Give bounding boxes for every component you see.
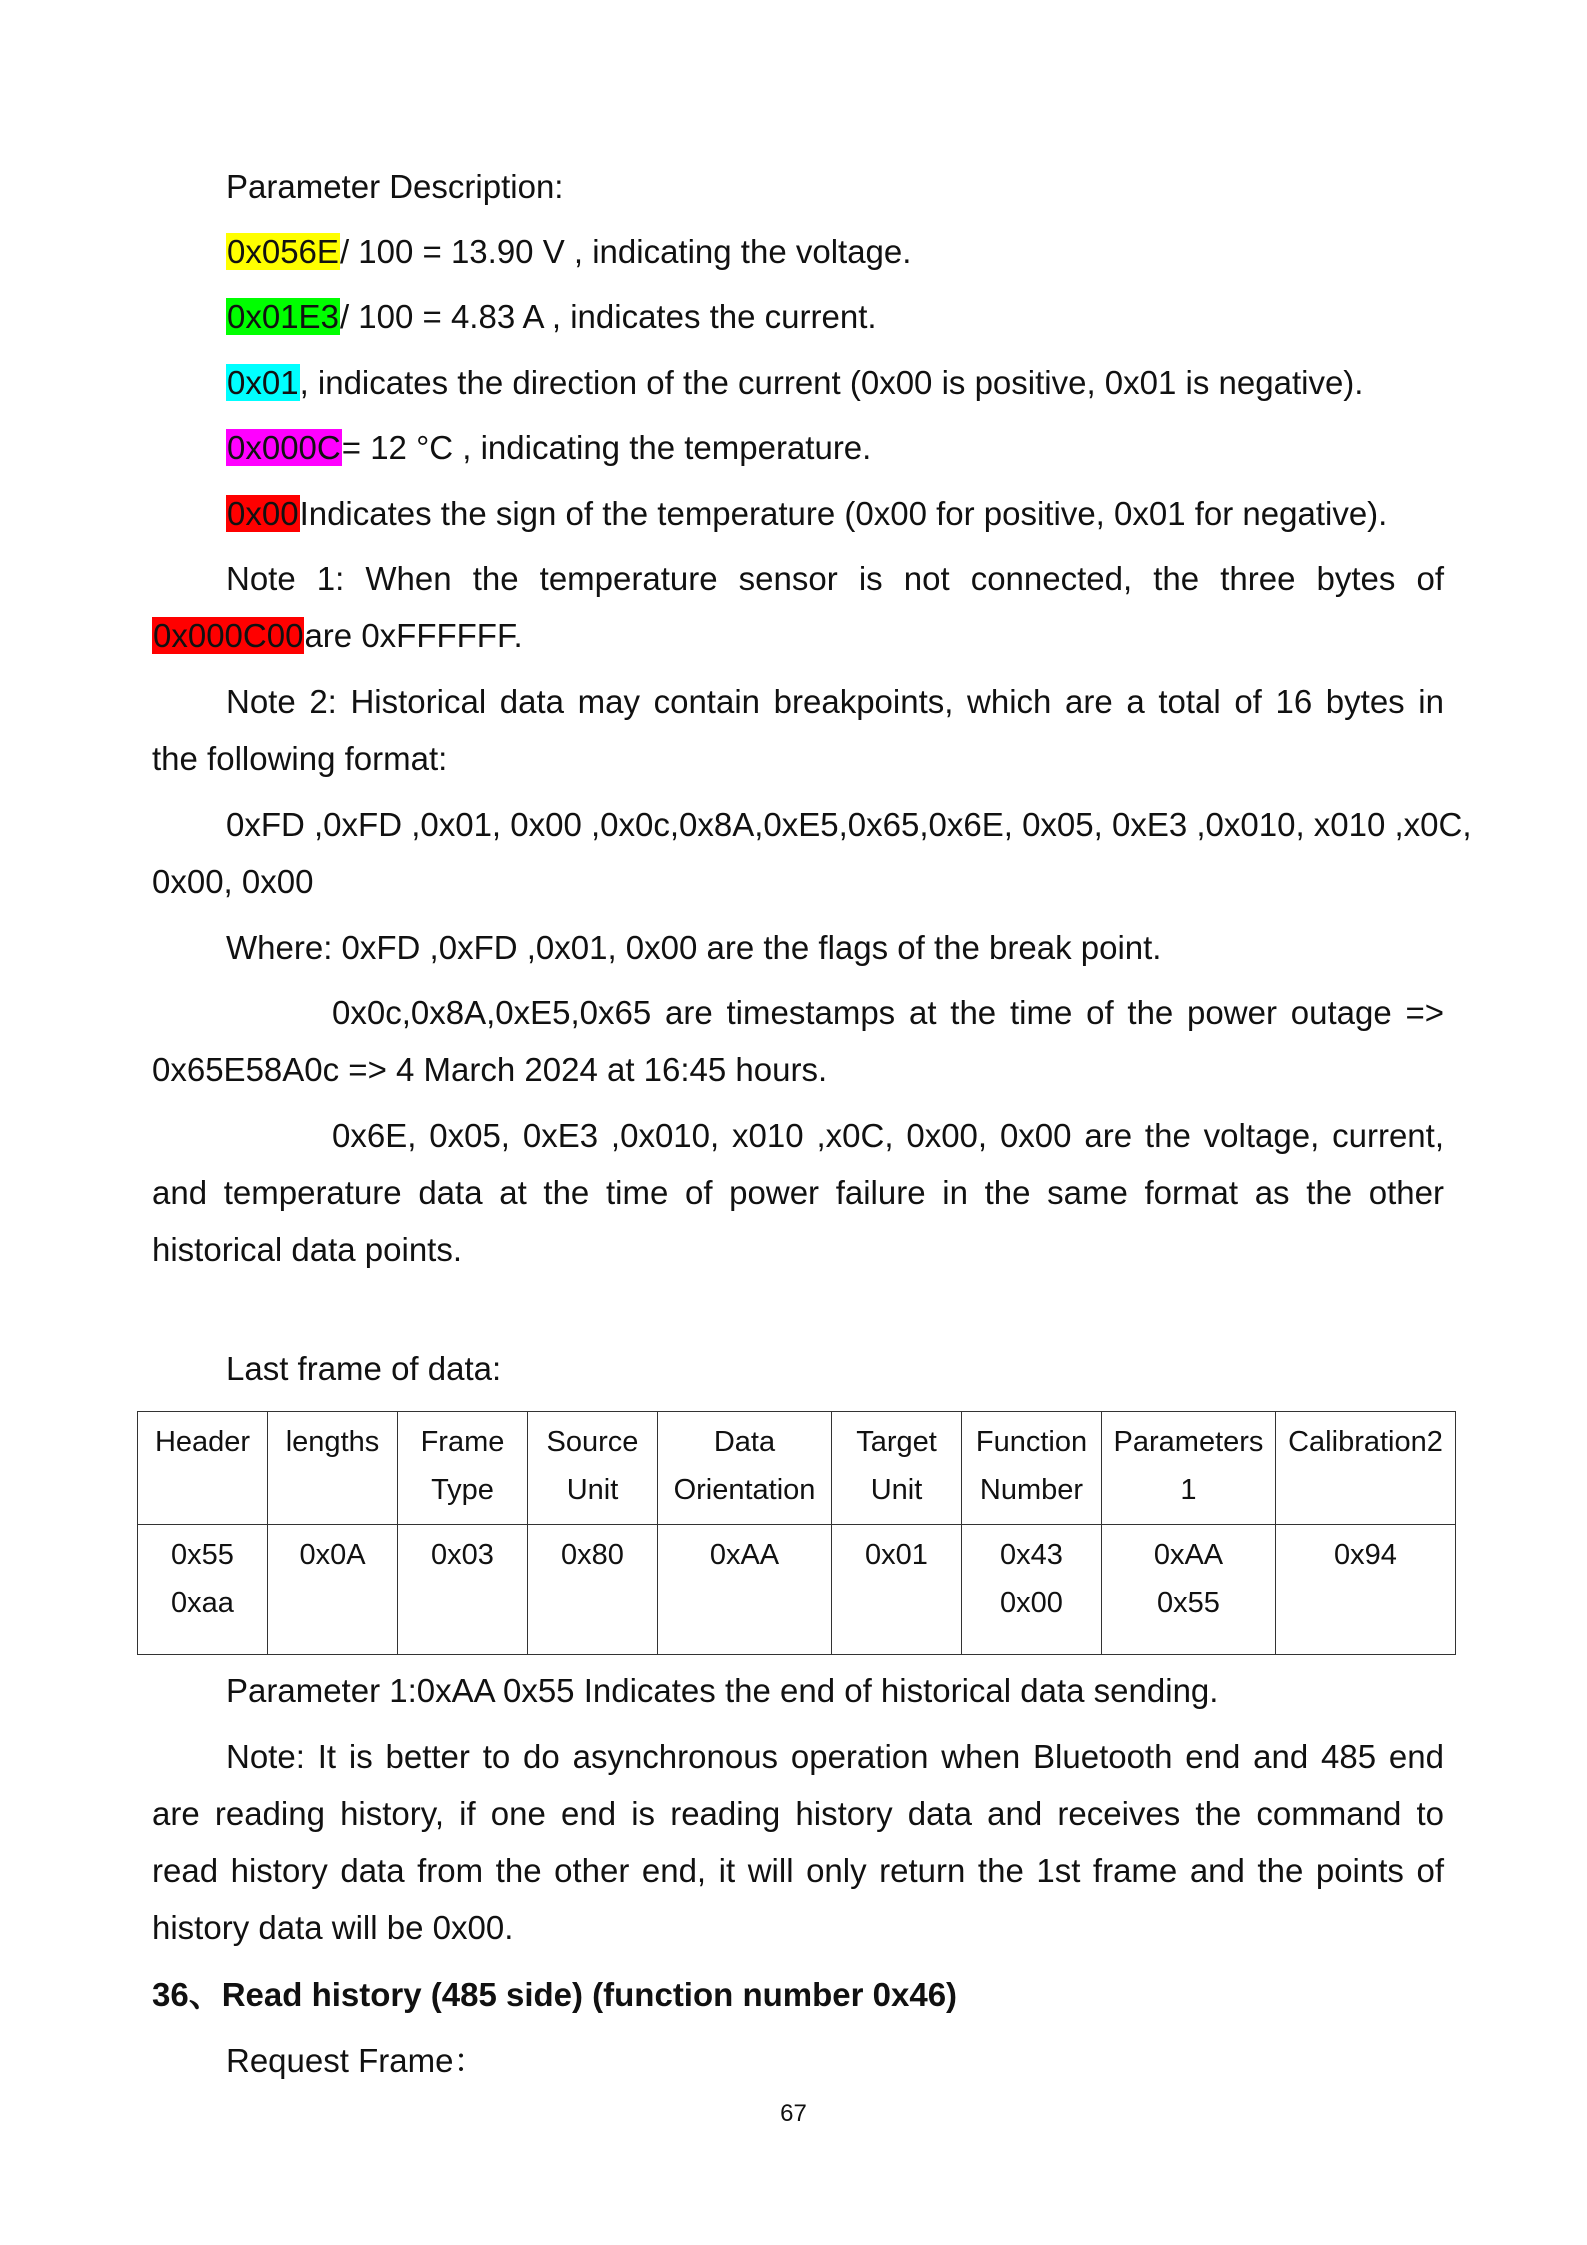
current-desc: / 100 = 4.83 A , indicates the current.: [339, 298, 877, 335]
voltage-data-line3: historical data points.: [152, 1231, 463, 1268]
table-header-cell: Calibration2: [1276, 1412, 1456, 1525]
table-header-cell: Source Unit: [528, 1412, 658, 1525]
note3-line2: are reading history, if one end is reading history data and receives the command to: [152, 1795, 1444, 1832]
note3-line1: Note: It is better to do asynchronous operation when Bluetooth end and 485 end: [226, 1738, 1444, 1775]
table-header-cell: Header: [138, 1412, 268, 1525]
table-header-cell: Target Unit: [832, 1412, 962, 1525]
note1-hex-highlight: 0x000C00: [153, 617, 304, 654]
table-header-cell: Function Number: [962, 1412, 1102, 1525]
table-header-cell: Frame Type: [398, 1412, 528, 1525]
table-cell: 0x43 0x00: [962, 1525, 1102, 1655]
table-cell: 0x03: [398, 1525, 528, 1655]
bytes-line1: 0xFD ,0xFD ,0x01, 0x00 ,0x0c,0x8A,0xE5,0x65,0x6E, 0x05, 0xE3 ,0x010, x010 ,x0C,: [226, 806, 1472, 843]
current-hex-highlight: 0x01E3: [227, 298, 339, 335]
temperature-hex-highlight: 0x000C: [227, 429, 341, 466]
param-current-line: [226, 297, 877, 337]
parameter-description-heading: Parameter Description:: [226, 168, 564, 205]
note1-rest: are 0xFFFFFF.: [304, 617, 523, 654]
where-line: Where: 0xFD ,0xFD ,0x01, 0x00 are the flags of the break point.: [226, 929, 1162, 966]
section-heading: 36、Read history (485 side) (function number 0x46): [152, 1976, 958, 2013]
last-frame-table: [137, 1411, 1456, 1655]
direction-desc: , indicates the direction of the current (0x00 is positive, 0x01 is negative).: [299, 364, 1364, 401]
note3-line3: read history data from the other end, it will only return the 1st frame and the points of: [152, 1852, 1444, 1889]
timestamp-line1: 0x0c,0x8A,0xE5,0x65 are timestamps at the time of the power outage =>: [332, 994, 1444, 1031]
table-header-cell: lengths: [268, 1412, 398, 1525]
temp-sign-desc: Indicates the sign of the temperature (0x00 for positive, 0x01 for negative).: [299, 495, 1388, 532]
param-voltage-line: [226, 232, 911, 272]
direction-hex-highlight: 0x01: [227, 364, 299, 401]
table-cell: 0x55 0xaa: [138, 1525, 268, 1655]
voltage-desc: / 100 = 13.90 V , indicating the voltage.: [339, 233, 912, 270]
table-cell: 0x01: [832, 1525, 962, 1655]
page-number: 67: [780, 2100, 807, 2127]
bytes-line2: 0x00, 0x00: [152, 863, 314, 900]
parameter1-line: Parameter 1:0xAA 0x55 Indicates the end of historical data sending.: [226, 1672, 1219, 1709]
voltage-data-line1: 0x6E, 0x05, 0xE3 ,0x010, x010 ,x0C, 0x00, 0x00 are the voltage, current,: [332, 1117, 1444, 1154]
table-cell: 0x94: [1276, 1525, 1456, 1655]
note2-line1: Note 2: Historical data may contain breakpoints, which are a total of 16 bytes in: [226, 683, 1444, 720]
table-cell: 0xAA: [658, 1525, 832, 1655]
temperature-desc: = 12 °C , indicating the temperature.: [341, 429, 872, 466]
voltage-data-line2: and temperature data at the time of power failure in the same format as the other: [152, 1174, 1444, 1211]
param-temperature-line: [226, 428, 871, 468]
param-temp-sign-line: [226, 494, 1387, 534]
table-cell: 0x80: [528, 1525, 658, 1655]
table-cell: 0xAA 0x55: [1102, 1525, 1276, 1655]
table-header-cell: Parameters 1: [1102, 1412, 1276, 1525]
table-header-row: [138, 1412, 1456, 1525]
note1-line1: Note 1: When the temperature sensor is not connected, the three bytes of: [226, 560, 1444, 597]
note3-line4: history data will be 0x00.: [152, 1909, 514, 1946]
table-row: [138, 1525, 1456, 1655]
table-cell: 0x0A: [268, 1525, 398, 1655]
note1-line2: [152, 616, 523, 656]
temp-sign-hex-highlight: 0x00: [227, 495, 299, 532]
last-frame-title: Last frame of data:: [226, 1350, 502, 1387]
note2-line2: the following format:: [152, 740, 448, 777]
request-frame-label: Request Frame：: [226, 2042, 487, 2079]
timestamp-line2: 0x65E58A0c => 4 March 2024 at 16:45 hours.: [152, 1051, 828, 1088]
param-direction-line: [226, 363, 1363, 403]
table-header-cell: Data Orientation: [658, 1412, 832, 1525]
voltage-hex-highlight: 0x056E: [227, 233, 339, 270]
